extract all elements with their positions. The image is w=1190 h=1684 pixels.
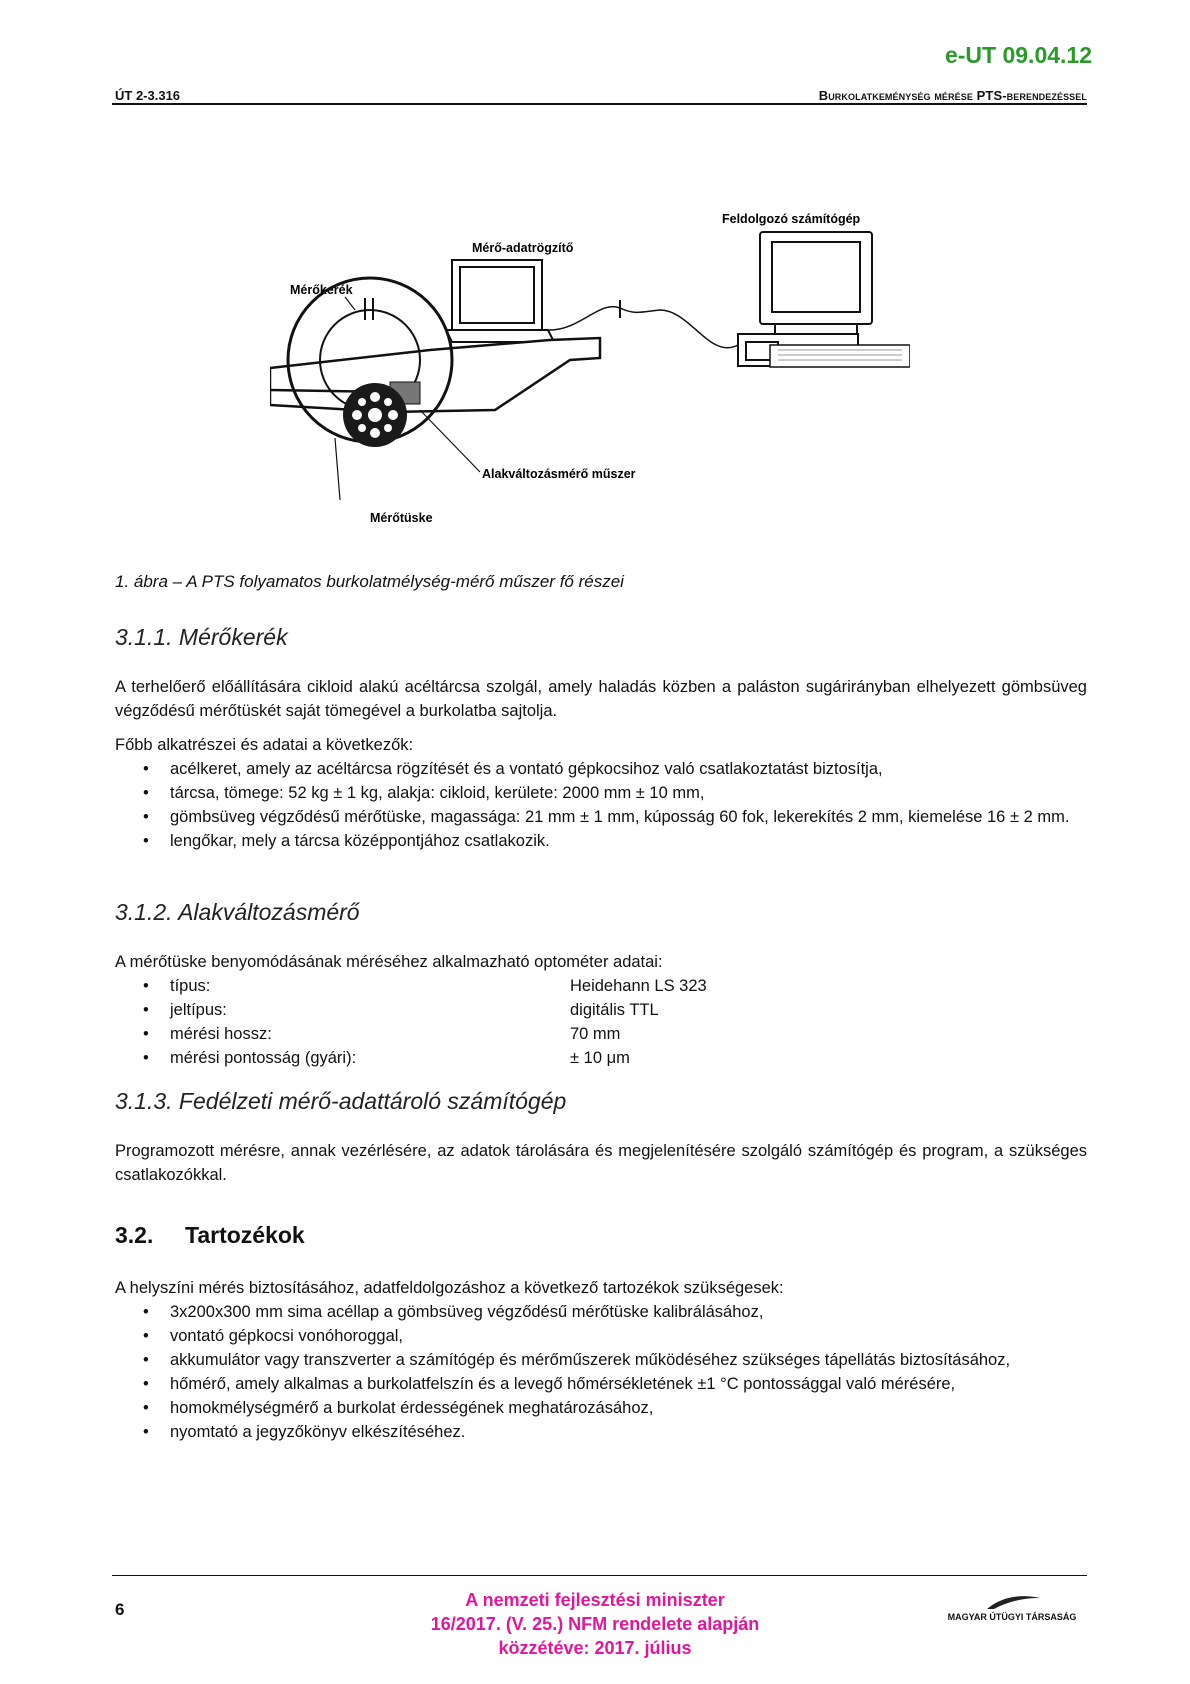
standard-number: ÚT 2-3.316 bbox=[115, 88, 181, 103]
list-item: • homokmélységmérő a burkolat érdességének meghatározásához, bbox=[115, 1396, 1087, 1420]
road-swoosh-icon bbox=[982, 1594, 1042, 1610]
section-number: 3.2. bbox=[115, 1222, 154, 1248]
footer-line: A nemzeti fejlesztési miniszter bbox=[465, 1590, 725, 1610]
label-needle: Mérőtüske bbox=[370, 511, 433, 525]
optometer-specs-list bbox=[115, 974, 1087, 1070]
list-item: • nyomtató a jegyzőkönyv elkészítéséhez. bbox=[115, 1420, 1087, 1444]
document-code: e-UT 09.04.12 bbox=[944, 42, 1092, 68]
spec-row bbox=[115, 998, 1087, 1022]
heading-3-1-2: 3.1.2. Alakváltozásmérő bbox=[115, 899, 360, 925]
list-item: • akkumulátor vagy transzverter a számítógép és mérőműszerek működéséhez szükséges tápellátás biztosításához, bbox=[115, 1348, 1087, 1372]
figure-caption: 1. ábra – A PTS folyamatos burkolatmélység-mérő műszer fő részei bbox=[115, 572, 624, 591]
list-item: • 3x200x300 mm sima acéllap a gömbsüveg végződésű mérőtüske kalibrálásához, bbox=[115, 1300, 1087, 1324]
list-intro-optometer: A mérőtüske benyomódásának méréséhez alkalmazható optométer adatai: bbox=[115, 953, 663, 971]
document-title: Burkolatkeménység mérése PTS-berendezéssel bbox=[818, 88, 1087, 103]
spec-label: mérési hossz: bbox=[170, 1025, 272, 1043]
desktop-computer-drawing bbox=[738, 232, 910, 367]
footer-line: 16/2017. (V. 25.) NFM rendelete alapján bbox=[430, 1614, 760, 1634]
spec-value: ± 10 μm bbox=[570, 1049, 630, 1067]
heading-3-1-3: 3.1.3. Fedélzeti mérő-adattároló számítógép bbox=[115, 1088, 567, 1114]
list-item: • gömbsüveg végződésű mérőtüske, magassága: 21 mm ± 1 mm, kúposság 60 fok, lekerekítés 2 mm, kiemelése 16 ± 2 mm. bbox=[115, 805, 1087, 829]
spec-label: jeltípus: bbox=[170, 1001, 227, 1019]
label-processing-computer: Feldolgozó számítógép bbox=[722, 212, 861, 226]
spec-value: digitális TTL bbox=[570, 1001, 659, 1019]
paragraph-wheel: A terhelőerő előállítására cikloid alakú acéltárcsa szolgál, amely haladás közben a paláston sugárirányban elhelyezett gömbsüveg végződésű mérőtüskét saját tömegével a burkolatba sajtolja. bbox=[115, 678, 1087, 720]
header-divider bbox=[112, 103, 1087, 105]
list-intro-accessories: A helyszíni mérés biztosításához, adatfeldolgozáshoz a következő tartozékok szükségesek: bbox=[115, 1279, 784, 1297]
heading-3-1-1: 3.1.1. Mérőkerék bbox=[115, 624, 288, 650]
laptop-drawing bbox=[446, 260, 554, 342]
label-measuring-wheel: Mérőkerék bbox=[290, 283, 353, 297]
list-item: • vontató gépkocsi vonóhoroggal, bbox=[115, 1324, 1087, 1348]
section-title: Tartozékok bbox=[185, 1222, 305, 1248]
footer-divider bbox=[112, 1575, 1087, 1576]
list-item: • hőmérő, amely alkalmas a burkolatfelszín és a levegő hőmérsékletének ±1 °C pontossággal való mérésére, bbox=[115, 1372, 1087, 1396]
heading-3-2 bbox=[115, 1222, 305, 1249]
page-number: 6 bbox=[115, 1600, 125, 1619]
list-item: • tárcsa, tömege: 52 kg ± 1 kg, alakja: cikloid, kerülete: 2000 mm ± 10 mm, bbox=[115, 781, 1087, 805]
spec-row bbox=[115, 1046, 1087, 1070]
paragraph-computer: Programozott mérésre, annak vezérlésére, az adatok tárolására és megjelenítésére szolgáló számítógép és program, a szükséges csatlakozókkal. bbox=[115, 1142, 1087, 1184]
list-intro-wheel: Főbb alkatrészei és adatai a következők: bbox=[115, 736, 414, 754]
accessories-list bbox=[115, 1300, 1087, 1444]
spec-label: mérési pontosság (gyári): bbox=[170, 1049, 357, 1067]
list-item: • acélkeret, amely az acéltárcsa rögzítését és a vontató gépkocsihoz való csatlakoztatást biztosítja, bbox=[115, 757, 1087, 781]
list-item: • lengőkar, mely a tárcsa középpontjához csatlakozik. bbox=[115, 829, 1087, 853]
pts-device-figure bbox=[270, 200, 910, 530]
trailer-frame-drawing bbox=[270, 338, 600, 412]
wheel-parts-list bbox=[115, 757, 1087, 853]
footer-line: közzétéve: 2017. július bbox=[498, 1638, 692, 1658]
spec-value: 70 mm bbox=[570, 1025, 621, 1043]
label-data-logger: Mérő-adatrögzítő bbox=[472, 241, 574, 255]
spec-row bbox=[115, 974, 1087, 998]
spec-value: Heidehann LS 323 bbox=[570, 977, 707, 995]
spec-label: típus: bbox=[170, 977, 211, 995]
spec-row bbox=[115, 1022, 1087, 1046]
publisher-logo bbox=[937, 1594, 1087, 1622]
publisher-name: MAGYAR ÚTÜGYI TÁRSASÁG bbox=[947, 1612, 1077, 1622]
label-deformation-meter: Alakváltozásmérő műszer bbox=[482, 467, 636, 481]
